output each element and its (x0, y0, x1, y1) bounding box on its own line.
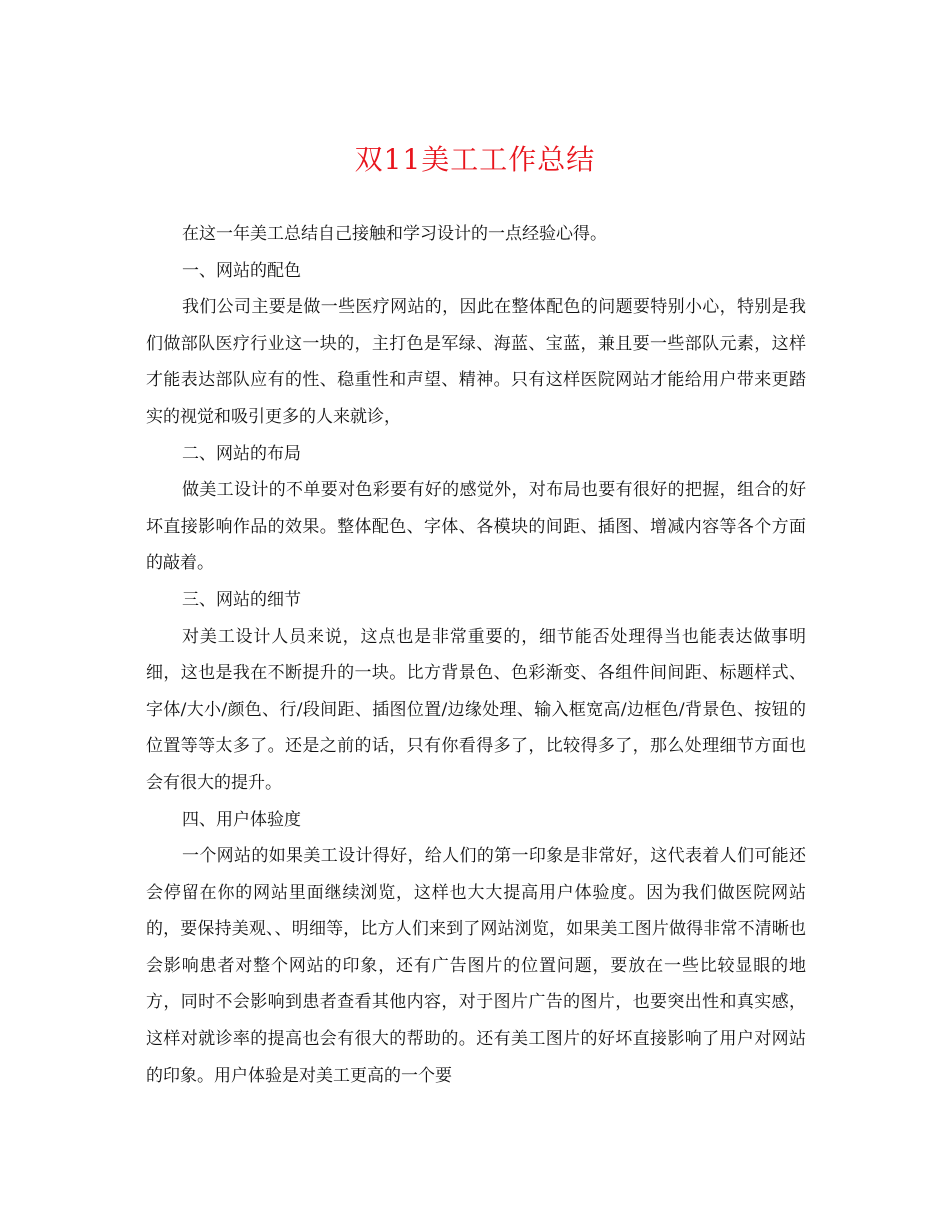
document-body (146, 216, 806, 1094)
paragraph-user-experience: 一个网站的如果美工设计得好，给人们的第一印象是非常好，这代表着人们可能还会停留在你的网站里面继续浏览，这样也大大提高用户体验度。因为我们做医院网站的，要保持美观、、明细等，比方人们来到了网站浏览，如果美工图片做得非常不清晰也会影响患者对整个网站的印象，还有广告图片的位置问题，要放在一些比较显眼的地方，同时不会影响到患者查看其他内容，对于图片广告的图片，也要突出性和真实感，这样对就诊率的提高也会有很大的帮助的。还有美工图片的好坏直接影响了用户对网站的印象。用户体验是对美工更高的一个要 (146, 846, 806, 1086)
section-heading-user-experience: 四、用户体验度 (182, 809, 301, 830)
section-heading-details: 三、网站的细节 (182, 589, 301, 610)
paragraph-details: 对美工设计人员来说，这点也是非常重要的，细节能否处理得当也能表达做事明细，这也是我在不断提升的一块。比方背景色、色彩渐变、各组件间间距、标题样式、字体/大小/颜色、行/段间距、插图位置/边缘处理、输入框宽高/边框色/背景色、按钮的位置等等太多了。还是之前的话，只有你看得多了，比较得多了，那么处理细节方面也会有很大的提升。 (146, 626, 806, 793)
paragraph-layout: 做美工设计的不单要对色彩要有好的感觉外，对布局也要有很好的把握，组合的好坏直接影响作品的效果。整体配色、字体、各模块的间距、插图、增减内容等各个方面的敲着。 (146, 480, 806, 574)
paragraph-color-scheme: 我们公司主要是做一些医疗网站的，因此在整体配色的问题要特别小心，特别是我们做部队医疗行业这一块的，主打色是军绿、海蓝、宝蓝，兼且要一些部队元素，这样才能表达部队应有的性、稳重性和声望、精神。只有这样医院网站才能给用户带来更踏实的视觉和吸引更多的人来就诊， (146, 297, 806, 427)
document-title: 双11美工工作总结 (354, 143, 596, 176)
section-heading-layout: 二、网站的布局 (182, 443, 301, 464)
paragraph-intro: 在这一年美工总结自己接触和学习设计的一点经验心得。 (182, 224, 607, 244)
section-heading-color-scheme: 一、网站的配色 (182, 260, 301, 281)
